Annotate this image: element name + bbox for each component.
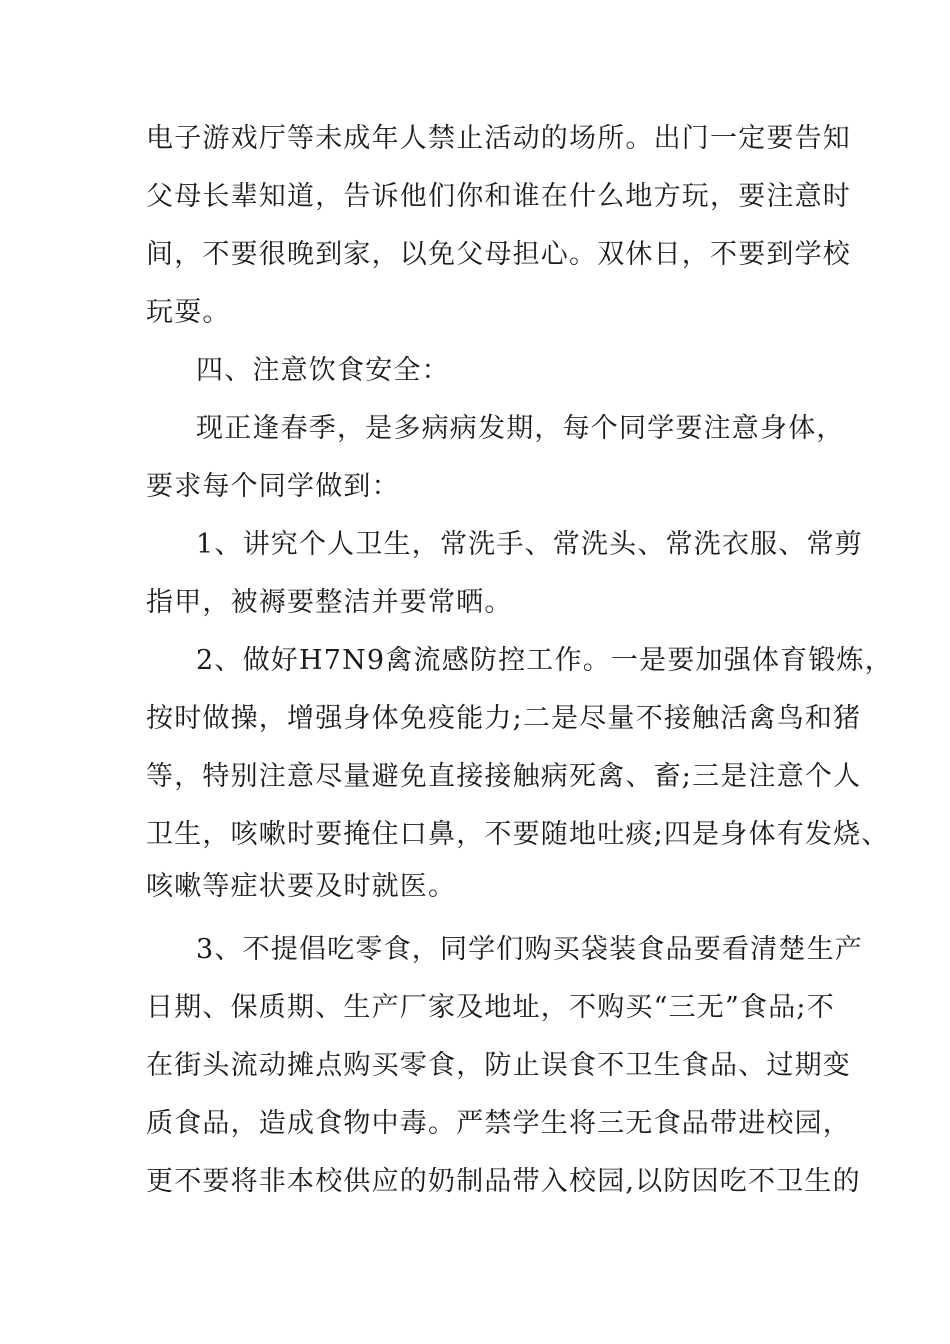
text-line: 父母长辈知道，告诉他们你和谁在什么地方玩，要注意时 [146, 181, 851, 212]
text-line: 间，不要很晚到家，以免父母担心。双休日，不要到学校 [146, 239, 851, 270]
text-line: 等，特别注意尽量避免直接接触病死禽、畜;三是注意个人 [146, 761, 862, 792]
text-line: 更不要将非本校供应的奶制品带入校园,以防因吃不卫生的 [146, 1166, 861, 1197]
text-line: 质食品，造成食物中毒。严禁学生将三无食品带进校园， [146, 1108, 851, 1139]
text-line: 指甲，被褥要整洁并要常晒。 [146, 587, 513, 618]
list-item-3: 3、不提倡吃零食，同学们购买袋装食品要看清楚生产 [196, 934, 863, 965]
list-item-1: 1、讲究个人卫生，常洗手、常洗头、常洗衣服、常剪 [196, 529, 863, 560]
section-heading: 四、注意饮食安全： [196, 355, 450, 386]
text-line: 现正逢春季，是多病病发期，每个同学要注意身体， [196, 413, 845, 444]
text-line: 在街头流动摊点购买零食，防止误食不卫生食品、过期变 [146, 1050, 851, 1081]
text-line: 玩耍。 [146, 297, 231, 328]
text-line: 按时做操，增强身体免疫能力;二是尽量不接触活禽鸟和猪 [146, 703, 862, 734]
list-item-2: 2、做好H7N9禽流感防控工作。一是要加强体育锻炼， [196, 645, 893, 676]
text-line: 日期、保质期、生产厂家及地址，不购买“三无”食品;不 [146, 992, 835, 1023]
text-line: 咳嗽等症状要及时就医。 [146, 871, 457, 902]
text-line: 卫生，咳嗽时要掩住口鼻，不要随地吐痰;四是身体有发烧、 [146, 819, 890, 850]
text-line: 要求每个同学做到： [146, 471, 400, 502]
text-line: 电子游戏厅等未成年人禁止活动的场所。出门一定要告知 [146, 123, 851, 154]
